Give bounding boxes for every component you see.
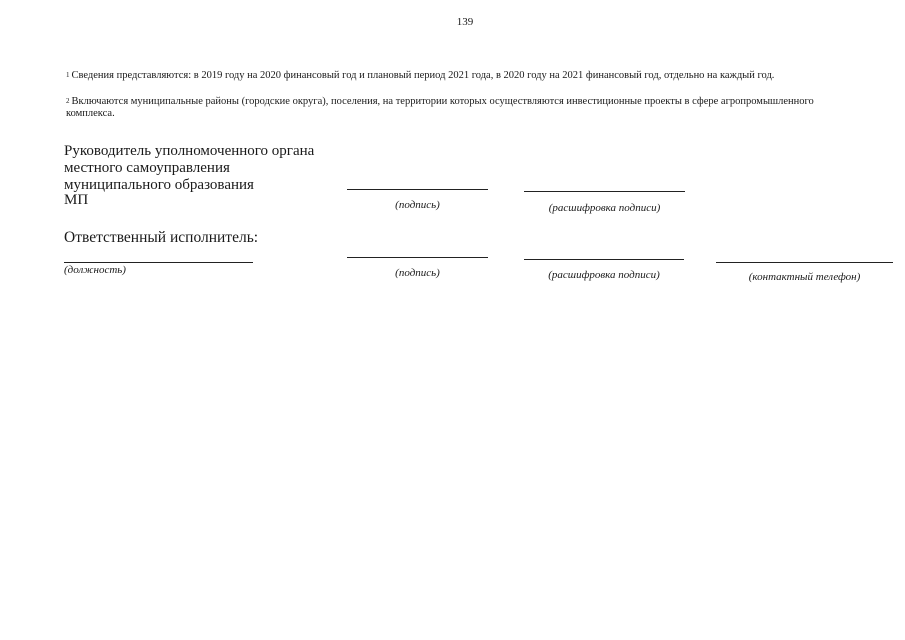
executor-phone-caption: (контактный телефон) [748,271,861,283]
head-signature-line [347,189,488,190]
footnote-2-text: Включаются муниципальные районы (городские округа), поселения, на территории которых осуществляются инвестиционные проекты в сфере агропромышленного комплекса. [66,96,814,119]
executor-position-caption: (должность) [64,264,126,276]
footnote-1-mark: 1 [66,71,70,79]
executor-signature-caption: (подпись) [395,267,440,279]
footnote-1 [66,70,856,82]
head-decoding-caption: (расшифровка подписи) [548,202,661,214]
footnote-1-text: Сведения представляются: в 2019 году на 2020 финансовый год и плановый период 2021 года, в 2020 году на 2021 финансовый год, отдельно на каждый год. [71,70,775,81]
executor-title: Ответственный исполнитель: [64,229,259,246]
executor-position-line [64,262,253,263]
page-number: 139 [456,16,474,28]
executor-signature-line [347,257,488,258]
head-title: Руководитель уполномоченного органа местного самоуправления муниципального образования [64,143,315,193]
executor-decoding-caption: (расшифровка подписи) [548,269,660,281]
footnote-2-mark: 2 [66,97,70,105]
executor-phone-line [716,262,893,263]
head-decoding-line [524,191,685,192]
stamp-place-label: МП [64,192,89,208]
executor-decoding-line [524,259,684,260]
head-signature-caption: (подпись) [395,199,440,211]
footnote-2 [66,96,856,120]
